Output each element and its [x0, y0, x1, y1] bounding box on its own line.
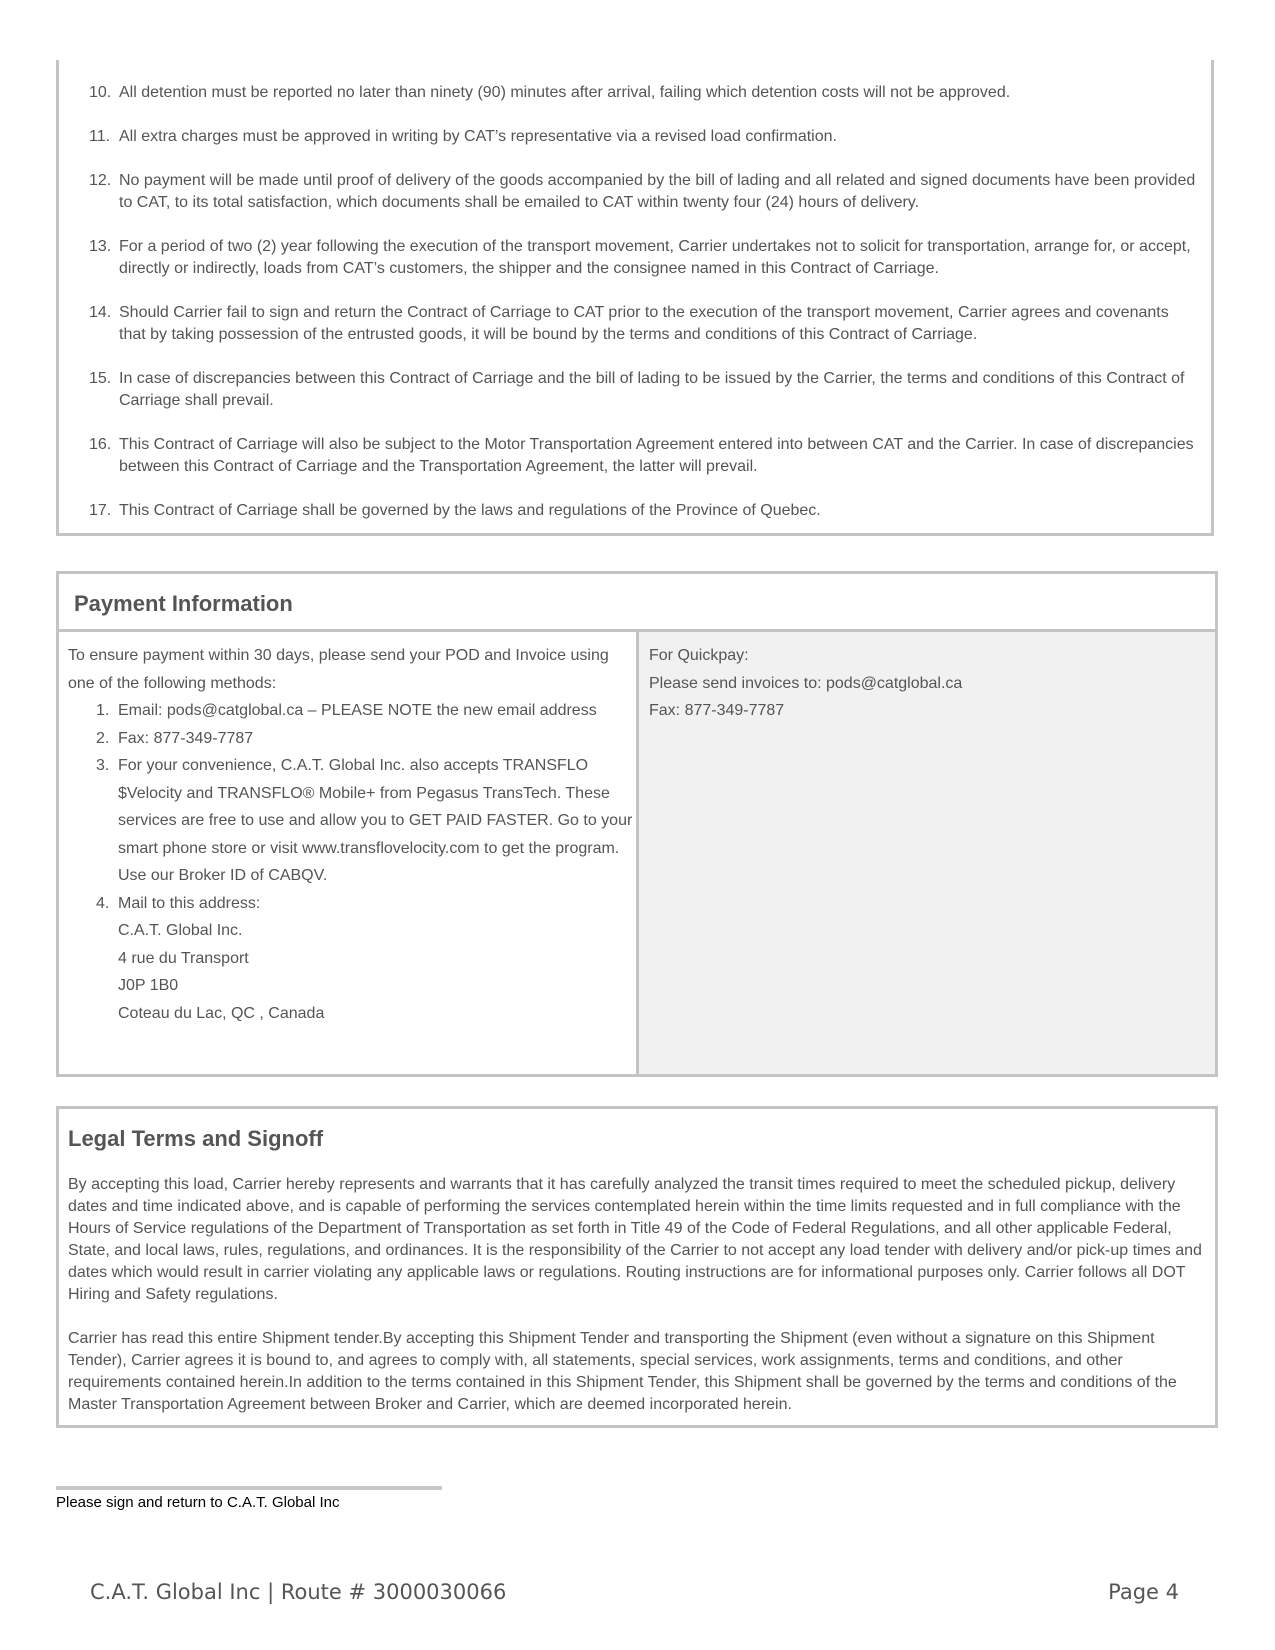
address-line: Coteau du Lac, QC , Canada [118, 1004, 325, 1022]
quickpay-heading: For Quickpay: [649, 647, 749, 664]
payment-intro: To ensure payment within 30 days, please send your POD and Invoice using one of the following methods: [68, 647, 609, 692]
method-number: 3. [96, 757, 110, 774]
method-number: 1. [96, 702, 110, 719]
method-text: Fax: 877-349-7787 [118, 729, 254, 747]
legal-section [56, 1106, 1218, 1428]
term-item [59, 302, 1209, 346]
payment-method-item [68, 752, 636, 890]
footer-route: C.A.T. Global Inc | Route # 3000030066 [90, 1580, 507, 1604]
term-number: 12. [89, 172, 112, 189]
method-text: Mail to this address: [118, 894, 261, 912]
terms-section [56, 60, 1214, 536]
legal-title: Legal Terms and Signoff [68, 1126, 324, 1151]
quickpay-fax: Fax: 877-349-7787 [649, 702, 785, 719]
payment-section [56, 571, 1218, 1077]
payment-method-item [68, 890, 636, 1028]
term-number: 10. [89, 84, 112, 101]
quickpay-panel [639, 632, 1215, 1074]
payment-title: Payment Information [59, 574, 1215, 632]
address-line: C.A.T. Global Inc. [118, 922, 243, 939]
term-item [59, 82, 1209, 104]
term-text: All detention must be reported no later than ninety (90) minutes after arrival, failing which detention costs will not be approved. [119, 84, 1011, 101]
address-line: J0P 1B0 [118, 977, 179, 994]
term-number: 11. [89, 128, 111, 145]
address-line: 4 rue du Transport [118, 949, 249, 967]
quickpay-email: Please send invoices to: pods@catglobal.ca [649, 674, 963, 692]
signature-line [56, 1486, 442, 1490]
terms-list [59, 82, 1209, 522]
term-text: In case of discrepancies between this Contract of Carriage and the bill of lading to be issued by the Carrier, the terms and conditions of this Contract of Carriage shall prevail. [119, 370, 1185, 409]
signature-note: Please sign and return to C.A.T. Global Inc [56, 1494, 340, 1511]
term-text: Should Carrier fail to sign and return the Contract of Carriage to CAT prior to the execution of the transport movement, Carrier agrees and covenants that by taking possession of the entrusted goods, it will be bound by the terms and conditions of this Contract of Carriage. [119, 304, 1169, 343]
term-item [59, 236, 1209, 280]
term-text: No payment will be made until proof of delivery of the goods accompanied by the bill of lading and all related and signed documents have been provided to CAT, to its total satisfaction, which documents shall be emailed to CAT within twenty four (24) hours of delivery. [119, 172, 1196, 211]
term-item [59, 500, 1209, 522]
legal-paragraph: Carrier has read this entire Shipment tender.By accepting this Shipment Tender and transporting the Shipment (even without a signature on this Shipment Tender), Carrier agrees it is bound to, and agrees to comply with, all statements, special services, work assignments, terms and conditions, and other requirements contained herein.In addition to the terms contained in this Shipment Tender, this Shipment shall be governed by the terms and conditions of the Master Transportation Agreement between Broker and Carrier, which are deemed incorporated herein. [68, 1330, 1177, 1413]
term-item [59, 126, 1209, 148]
term-text: For a period of two (2) year following the execution of the transport movement, Carrier undertakes not to solicit for transportation, arrange for, or accept, directly or indirectly, loads from CAT’s customers, the shipper and the consignee named in this Contract of Carriage. [119, 238, 1191, 277]
footer-page-number: Page 4 [1108, 1580, 1179, 1604]
payment-method-item [68, 725, 636, 753]
method-text: Email: pods@catglobal.ca – PLEASE NOTE the new email address [118, 702, 597, 719]
term-number: 14. [89, 304, 112, 321]
legal-paragraph: By accepting this load, Carrier hereby represents and warrants that it has carefully analyzed the transit times required to meet the scheduled pickup, delivery dates and time indicated above, and is capable of performing the services contemplated herein within the time limits requested and in full compliance with the Hours of Service regulations of the Department of Transportation as set forth in Title 49 of the Code of Federal Regulations, and all other applicable Federal, State, and local laws, rules, regulations, and ordinances. It is the responsibility of the Carrier to not accept any load tender with delivery and/or pick-up times and dates which would result in carrier violating any applicable laws or regulations. Routing instructions are for informational purposes only. Carrier follows all DOT Hiring and Safety regulations. [68, 1176, 1202, 1303]
method-number: 4. [96, 894, 110, 912]
method-text: For your convenience, C.A.T. Global Inc. also accepts TRANSFLO $Velocity and TRANSFLO® Mobile+ from Pegasus TransTech. These services are free to use and allow you to GET PAID FASTER. Go to your smart phone store or visit www.transflovelocity.com to get the program. Use our Broker ID of CABQV. [118, 757, 633, 884]
term-item [59, 368, 1209, 412]
term-number: 13. [89, 238, 112, 255]
mail-address [118, 917, 636, 1027]
method-number: 2. [96, 729, 110, 747]
payment-method-list [68, 697, 636, 1027]
term-number: 15. [89, 370, 112, 387]
term-number: 17. [89, 502, 112, 519]
term-text: This Contract of Carriage will also be subject to the Motor Transportation Agreement entered into between CAT and the Carrier. In case of discrepancies between this Contract of Carriage and the Transportation Agreement, the latter will prevail. [119, 436, 1194, 475]
term-text: This Contract of Carriage shall be governed by the laws and regulations of the Province of Quebec. [119, 502, 821, 519]
term-number: 16. [89, 436, 112, 453]
term-item [59, 170, 1209, 214]
payment-method-item [68, 697, 636, 725]
term-text: All extra charges must be approved in writing by CAT’s representative via a revised load confirmation. [119, 128, 837, 145]
payment-methods-panel [59, 632, 639, 1074]
term-item [59, 434, 1209, 478]
